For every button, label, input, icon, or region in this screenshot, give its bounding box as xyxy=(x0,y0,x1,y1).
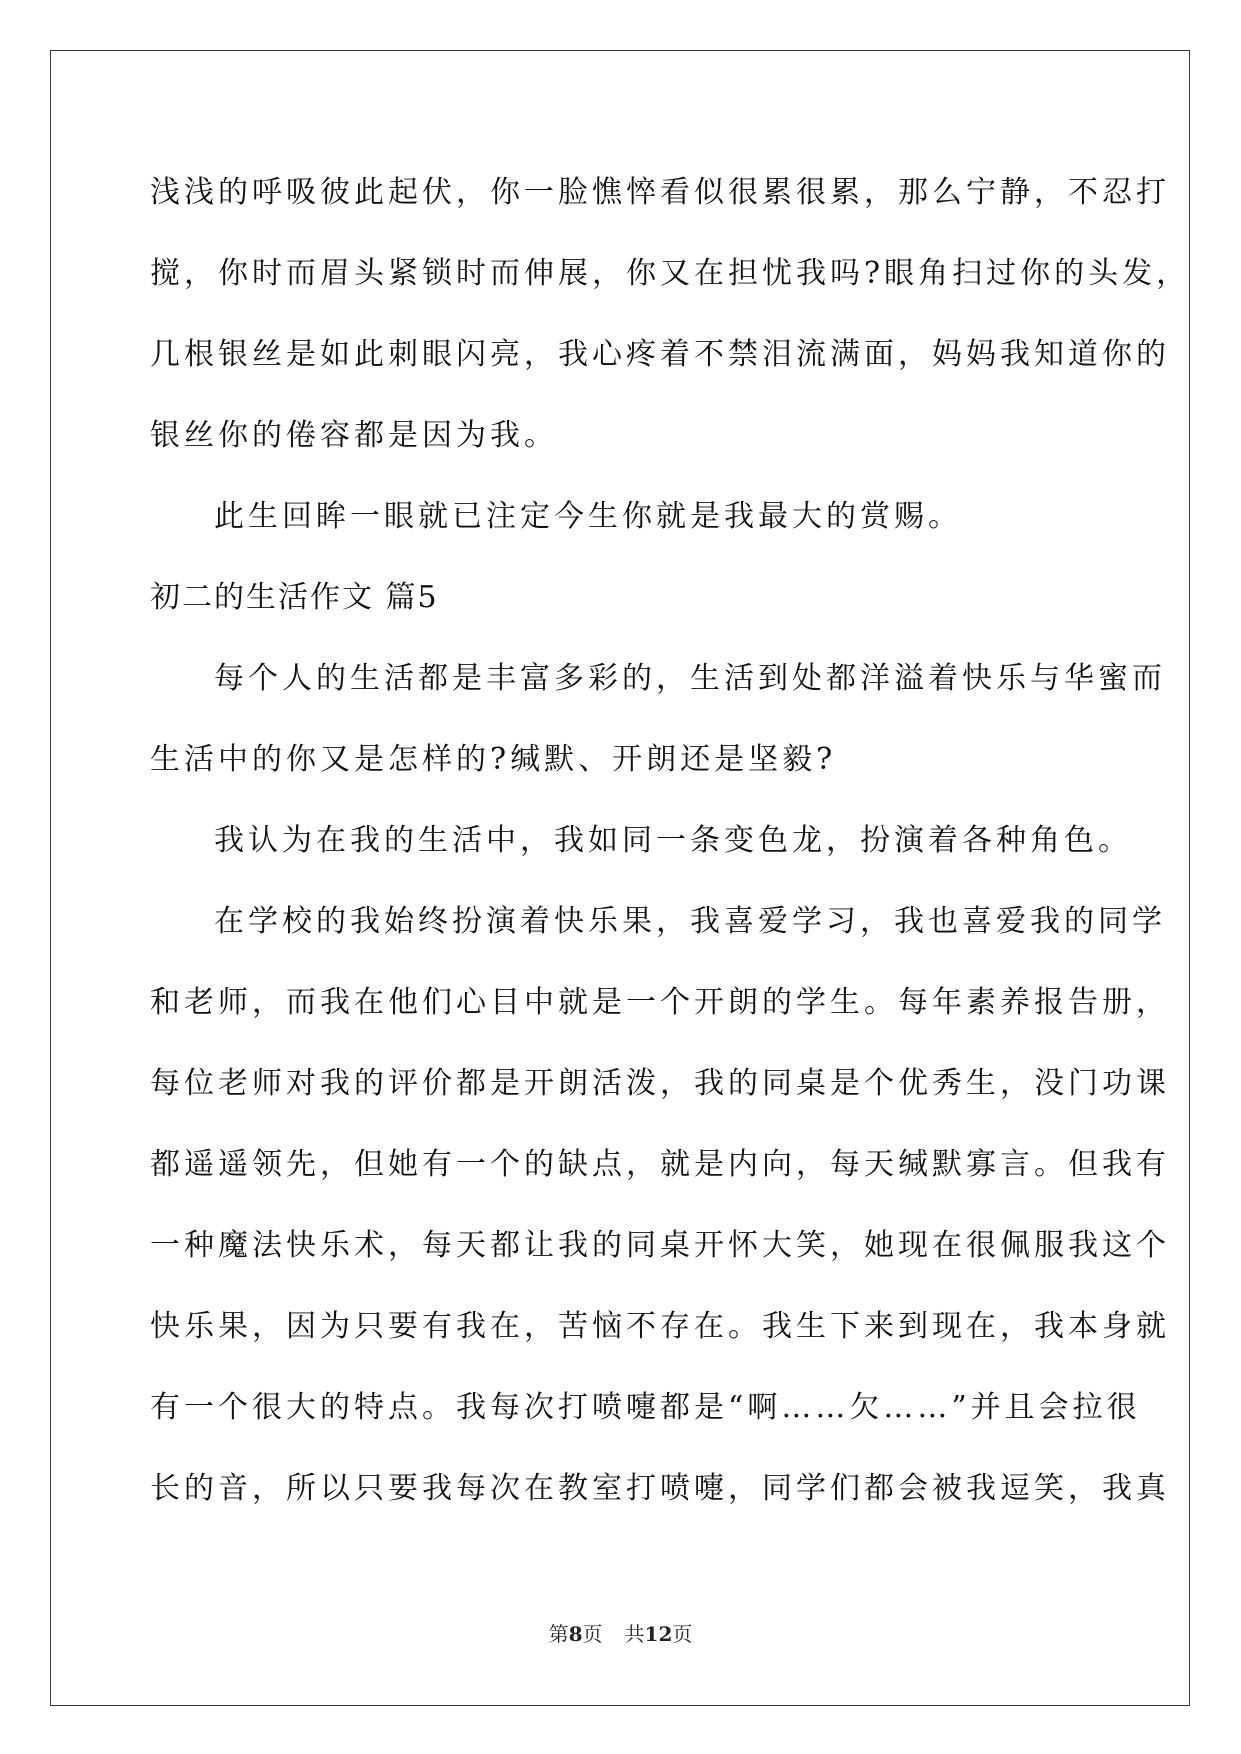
text-line: 一种魔法快乐术，每天都让我的同桌开怀大笑，她现在很佩服我这个 xyxy=(150,1228,1170,1263)
text-line: 都遥遥领先，但她有一个的缺点，就是内向，每天缄默寡言。但我有 xyxy=(150,1147,1170,1182)
page-suffix: 页 xyxy=(582,1622,603,1646)
text-line: 此生回眸一眼就已注定今生你就是我最大的赏赐。 xyxy=(214,499,962,534)
total-prefix: 共 xyxy=(624,1622,645,1646)
text-line: 浅浅的呼吸彼此起伏，你一脸憔悴看似很累很累，那么宁静，不忍打 xyxy=(150,175,1170,210)
page-prefix: 第 xyxy=(548,1622,569,1646)
text-line: 生活中的你又是怎样的?缄默、开朗还是坚毅? xyxy=(150,742,837,777)
section-heading: 初二的生活作文 篇5 xyxy=(150,580,439,615)
text-line: 长的音，所以只要我每次在教室打喷嚏，同学们都会被我逗笑，我真 xyxy=(150,1471,1170,1506)
page-footer xyxy=(0,1618,1241,1647)
text-line: 和老师，而我在他们心目中就是一个开朗的学生。每年素养报告册， xyxy=(150,985,1170,1020)
text-line: 每位老师对我的评价都是开朗活泼，我的同桌是个优秀生，没门功课 xyxy=(150,1066,1170,1101)
text-line: 快乐果，因为只要有我在，苦恼不存在。我生下来到现在，我本身就 xyxy=(150,1309,1170,1344)
page-number: 8 xyxy=(568,1622,583,1646)
total-suffix: 页 xyxy=(672,1622,693,1646)
text-line: 有一个很大的特点。我每次打喷嚏都是“啊……欠……”并且会拉很 xyxy=(150,1390,1141,1425)
text-line: 我认为在我的生活中，我如同一条变色龙，扮演着各种角色。 xyxy=(214,823,1132,858)
total-pages: 12 xyxy=(644,1622,673,1646)
text-line: 每个人的生活都是丰富多彩的，生活到处都洋溢着快乐与华蜜而 xyxy=(214,661,1166,696)
document-body xyxy=(150,152,1191,1529)
text-line: 在学校的我始终扮演着快乐果，我喜爱学习，我也喜爱我的同学 xyxy=(214,904,1166,939)
text-line: 搅，你时而眉头紧锁时而伸展，你又在担忧我吗?眼角扫过你的头发， xyxy=(150,256,1191,291)
text-line: 银丝你的倦容都是因为我。 xyxy=(150,418,558,453)
text-line: 几根银丝是如此刺眼闪亮，我心疼着不禁泪流满面，妈妈我知道你的 xyxy=(150,337,1170,372)
